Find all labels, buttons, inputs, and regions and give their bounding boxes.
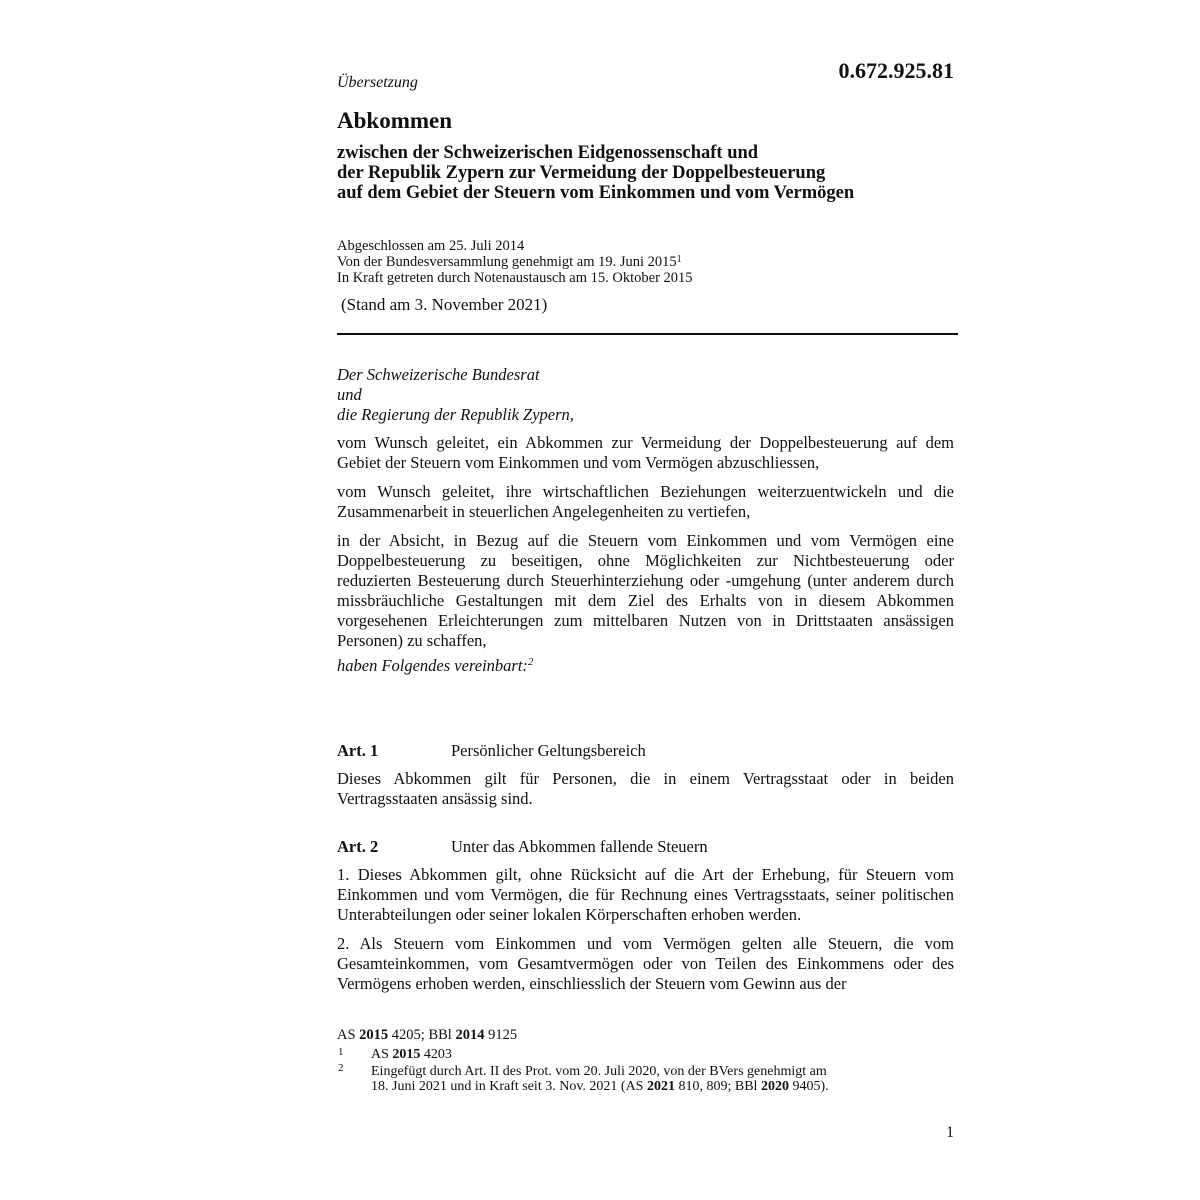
as-pages: 810, 809; BBl [678,1079,758,1094]
approved-text: Von der Bundesversammlung genehmigt am 19. Juni 2015 [337,254,677,270]
article-2-title: Unter das Abkommen fallende Steuern [451,837,708,856]
treaty-dates [337,238,693,286]
footnote-2-text [371,1064,829,1094]
article-2-paragraph-1: 1. Dieses Abkommen gilt, ohne Rücksicht auf die Art der Erhebung, für Steuern vom Einkommen und vom Vermögen, die für Rechnung eines Vertragsstaats, seiner politischen Unterabteilungen oder seiner lokalen Körperschaften erhoben werden. [337,865,954,924]
footnote-2-line-1: Eingefügt durch Art. II des Prot. vom 20. Juli 2020, von der BVers genehmigt am [371,1064,827,1079]
as-label: AS [337,1027,356,1043]
in-force-date: In Kraft getreten durch Notenaustausch am 15. Oktober 2015 [337,270,693,286]
footnote-ref-2: 2 [527,656,534,668]
document-title: Abkommen [337,108,453,133]
horizontal-rule [337,333,958,335]
as-label: AS [371,1047,389,1062]
footnote-1-text [371,1047,452,1062]
document-number: 0.672.925.81 [838,58,954,83]
bbl-year: 2020 [760,1079,789,1094]
party-conjunction: und [337,385,362,404]
as-year: 2021 [646,1079,675,1094]
status-date: (Stand am 3. November 2021) [341,295,548,314]
bbl-label: BBl [428,1027,452,1043]
party-switzerland: Der Schweizerische Bundesrat [337,365,540,384]
article-2-number: Art. 2 [337,837,379,856]
translation-label: Übersetzung [337,74,418,91]
preamble-paragraph-2: vom Wunsch geleitet, ihre wirtschaftlichen Beziehungen weiterzuentwickeln und die Zusammenarbeit in steuerlichen Angelegenheiten zu vertiefen, [337,482,954,521]
treaty-parties [337,365,574,425]
footnote-ref-1: 1 [676,254,682,265]
as-page: 4205; [391,1027,425,1043]
preamble-paragraph-1: vom Wunsch geleitet, ein Abkommen zur Vermeidung der Doppelbesteuerung auf dem Gebiet der Steuern vom Einkommen und vom Vermögen abzuschliessen, [337,433,954,472]
agreement-text: haben Folgendes vereinbart: [337,656,528,675]
footnote-2-text-start: 18. Juni 2021 und in Kraft seit 3. Nov. 2021 (AS [371,1079,644,1094]
party-cyprus: die Regierung der Republik Zypern, [337,405,574,424]
as-page: 4203 [423,1047,452,1062]
approved-date [337,254,693,270]
as-year: 2015 [359,1027,389,1043]
subtitle-line: der Republik Zypern zur Vermeidung der Doppelbesteuerung [337,163,826,183]
concluded-date: Abgeschlossen am 25. Juli 2014 [337,238,525,254]
article-1-title: Persönlicher Geltungsbereich [451,741,646,760]
preamble-paragraph-3: in der Absicht, in Bezug auf die Steuern vom Einkommen und vom Vermögen eine Doppelbesteuerung zu beseitigen, ohne Möglichkeiten zur Nichtbesteuerung oder reduzierten Besteuerung durch Steuerhinterziehung oder -umgehung (unter anderem durch missbräuchliche Gestaltungen mit dem Ziel des Erhalts von in diesem Abkommen vorgesehenen Erleichterungen zum mittelbaren Nutzen von in Drittstaaten ansässigen Personen) zu schaffen, [337,531,954,650]
as-year: 2015 [392,1047,421,1062]
footnote-2-number: 2 [338,1062,344,1074]
article-2-paragraph-2: 2. Als Steuern vom Einkommen und vom Vermögen gelten alle Steuern, die vom Gesamteinkommen, vom Gesamtvermögen oder von Teilen des Einkommens oder des Vermögens erhoben werden, einschliesslich der Steuern vom Gewinn aus der [337,934,954,993]
footnote-2-line-2 [371,1079,829,1094]
document-subtitle [337,143,854,203]
footnote-1-number: 1 [338,1046,344,1058]
article-1-paragraph: Dieses Abkommen gilt für Personen, die in einem Vertragsstaat oder in beiden Vertragsstaaten ansässig sind. [337,769,954,808]
page-number: 1 [946,1124,954,1141]
subtitle-line: auf dem Gebiet der Steuern vom Einkommen und vom Vermögen [337,183,855,203]
bbl-year: 2014 [455,1027,485,1043]
subtitle-line: zwischen der Schweizerischen Eidgenossenschaft und [337,143,759,163]
footnote-source [337,1027,517,1044]
bbl-page: 9405). [792,1079,829,1094]
article-1-number: Art. 1 [337,741,379,760]
agreement-clause [337,656,533,676]
bbl-page: 9125 [488,1027,518,1043]
